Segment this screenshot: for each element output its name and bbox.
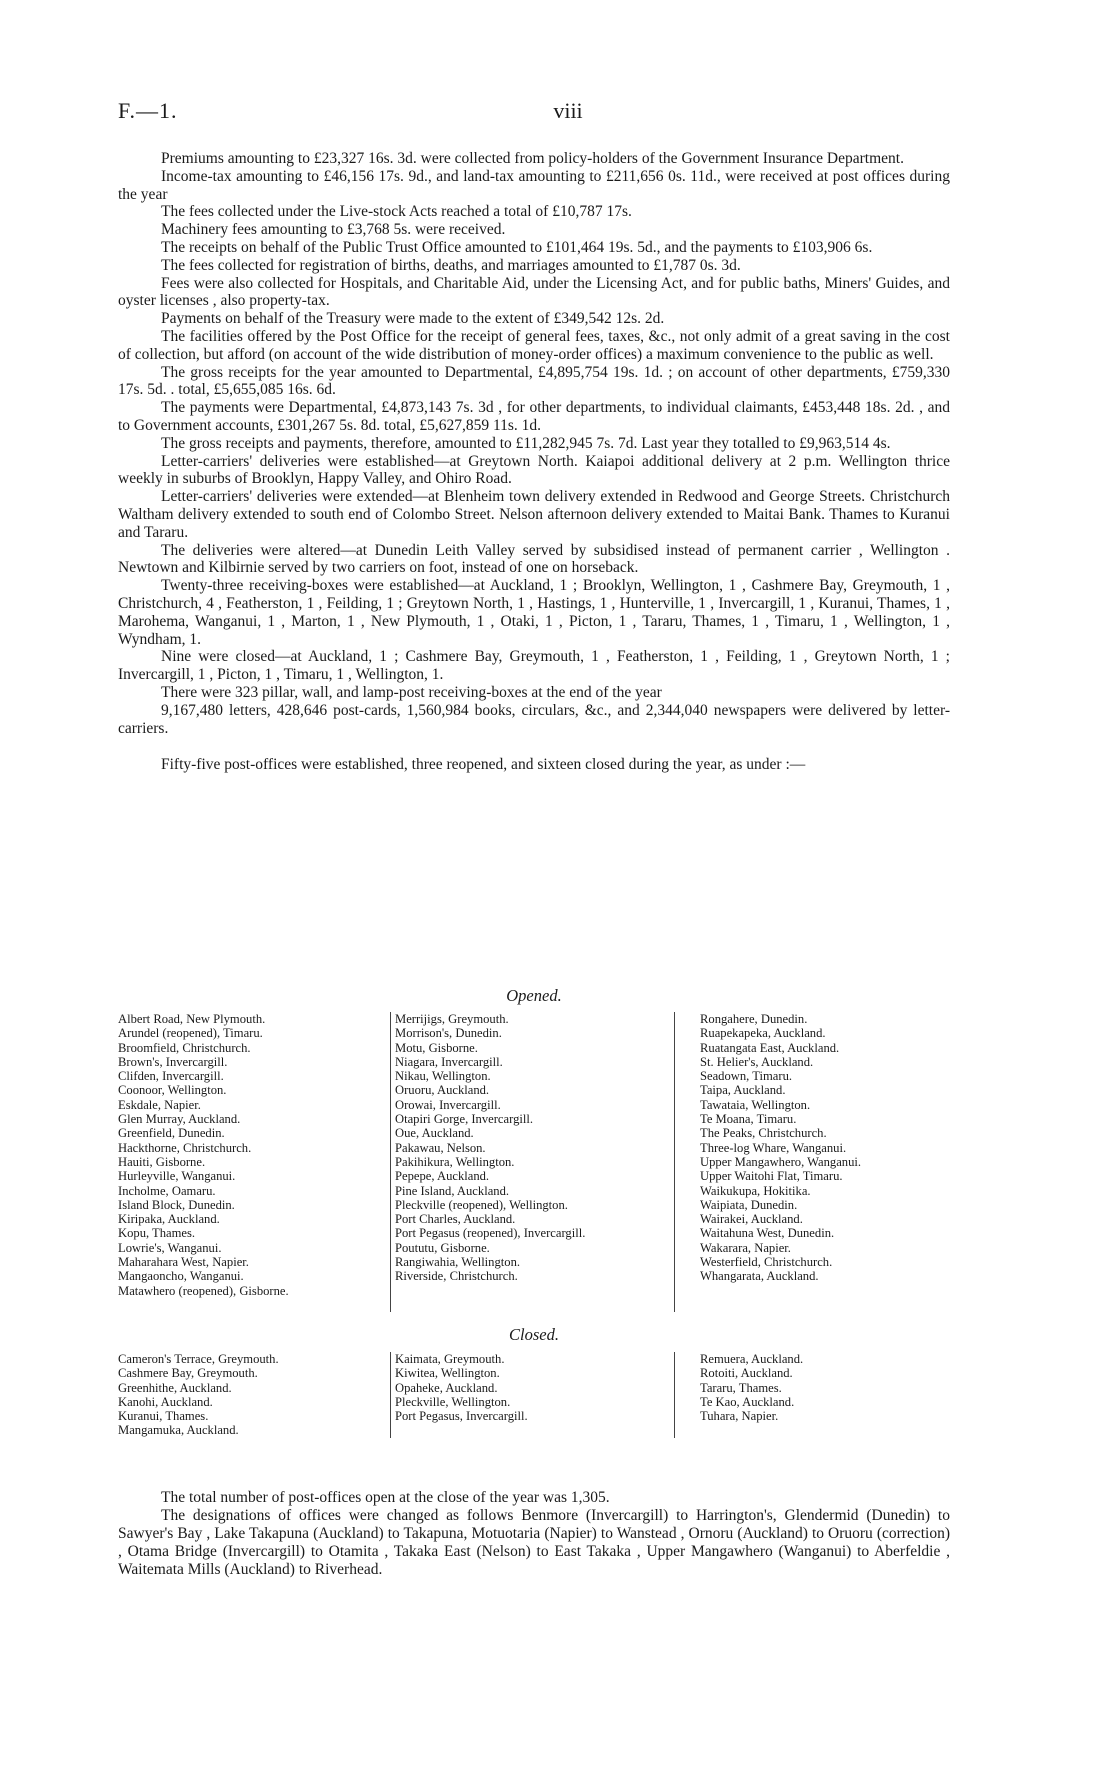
paragraph: 9,167,480 letters, 428,646 post-cards, 1,560,984 books, circulars, &c., and 2,344,040 newspapers were delivered by letter-carriers.: [118, 701, 950, 737]
post-office-entry: Matawhero (reopened), Gisborne.: [118, 1283, 289, 1298]
post-office-entry: Rongahere, Dunedin.: [700, 1012, 808, 1026]
post-office-entry: Te Kao, Auckland.: [700, 1394, 795, 1409]
opened-column-1: [118, 1012, 378, 1298]
post-office-entry: Greenhithe, Auckland.: [118, 1380, 232, 1395]
post-office-entry: Mangaoncho, Wanganui.: [118, 1269, 244, 1284]
post-office-entry: Niagara, Invercargill.: [395, 1054, 503, 1069]
post-office-entry: Oruoru, Auckland.: [395, 1083, 490, 1098]
column-divider: [390, 1352, 391, 1438]
paragraph: The fees collected for registration of births, deaths, and marriages amounted to £1,787 0s. 3d.: [161, 256, 741, 274]
column-divider: [674, 1012, 675, 1312]
post-office-entry: Waipiata, Dunedin.: [700, 1197, 798, 1212]
page-number: viii: [553, 98, 583, 123]
post-office-entry: Taipa, Auckland.: [700, 1083, 786, 1098]
post-office-entry: Wakarara, Napier.: [700, 1240, 791, 1255]
paragraph: The payments were Departmental, £4,873,143 7s. 3d , for other departments, to individual claimants, £453,448 18s. 2d. , and to Government accounts, £301,267 5s. 8d. total, £5,627,859 11s. 1d.: [118, 399, 950, 434]
post-office-entry: Hauiti, Gisborne.: [118, 1154, 206, 1169]
opened-offices-table: [118, 1012, 958, 1322]
column-divider: [674, 1352, 675, 1438]
closed-heading: Closed.: [509, 1325, 559, 1344]
post-office-entry: Westerfield, Christchurch.: [700, 1255, 833, 1270]
post-office-entry: Coonoor, Wellington.: [118, 1083, 227, 1098]
post-office-entry: Incholme, Oamaru.: [118, 1183, 216, 1198]
post-office-entry: Kanohi, Auckland.: [118, 1394, 213, 1409]
post-office-entry: Kopu, Thames.: [118, 1226, 196, 1241]
paragraph: Payments on behalf of the Treasury were made to the extent of £349,542 12s. 2d.: [161, 310, 665, 328]
post-office-entry: Otapiri Gorge, Invercargill.: [395, 1112, 534, 1127]
post-office-entry: Pakawau, Nelson.: [395, 1140, 486, 1155]
paragraph: Fifty-five post-offices were established, three reopened, and sixteen closed during the year, as under :—: [161, 756, 806, 774]
post-office-entry: Te Moana, Timaru.: [700, 1112, 797, 1127]
paragraph: Fees were also collected for Hospitals, and Charitable Aid, under the Licensing Act, and for public baths, Miners' Guides, and oyster licenses , also property-tax.: [118, 274, 950, 310]
post-office-entry: Poututu, Gisborne.: [395, 1240, 490, 1255]
post-office-entry: Opaheke, Auckland.: [395, 1380, 498, 1395]
post-office-entry: Upper Waitohi Flat, Timaru.: [700, 1169, 843, 1184]
paragraph: The deliveries were altered—at Dunedin Leith Valley served by subsidised instead of permanent carrier , Wellington . Newtown and Kilbirnie served by two carriers on foot, instead of one on horseback.: [118, 541, 950, 577]
post-office-entry: Kaimata, Greymouth.: [395, 1352, 505, 1366]
paragraph: The gross receipts for the year amounted to Departmental, £4,895,754 19s. 1d. ; on account of other departments, £759,330 17s. 5d. . total, £5,655,085 16s. 6d.: [118, 363, 950, 399]
post-office-entry: Wairakei, Auckland.: [700, 1212, 803, 1227]
closed-column-3: [700, 1352, 960, 1423]
post-office-entry: Merrijigs, Greymouth.: [395, 1012, 509, 1026]
post-office-entry: Tararu, Thames.: [700, 1380, 782, 1395]
post-office-entry: Hackthorne, Christchurch.: [118, 1140, 252, 1155]
post-office-entry: Port Pegasus (reopened), Invercargill.: [395, 1226, 586, 1241]
post-office-entry: Clifden, Invercargill.: [118, 1069, 224, 1084]
page-header: [118, 98, 978, 128]
paragraph: The total number of post-offices open at the close of the year was 1,305.: [161, 1489, 610, 1506]
post-office-entry: Port Pegasus, Invercargill.: [395, 1409, 528, 1424]
post-office-entry: Pleckville (reopened), Wellington.: [395, 1197, 568, 1212]
post-office-entry: Whangarata, Auckland.: [700, 1269, 819, 1284]
paragraph: Premiums amounting to £23,327 16s. 3d. were collected from policy-holders of the Government Insurance Department.: [161, 150, 904, 167]
post-office-entry: Riverside, Christchurch.: [395, 1269, 518, 1284]
post-office-entry: Ruapekapeka, Auckland.: [700, 1026, 826, 1041]
post-office-entry: Waitahuna West, Dunedin.: [700, 1226, 835, 1241]
post-office-entry: Seadown, Timaru.: [700, 1069, 793, 1084]
paragraph: The facilities offered by the Post Office for the receipt of general fees, taxes, &c., not only admit of a great saving in the cost of collection, but afford (on account of the wide distribution of money-order offices) a maximum convenience to the public as well.: [118, 327, 950, 363]
closed-offices-table: [118, 1352, 958, 1447]
post-office-entry: Kiripaka, Auckland.: [118, 1212, 220, 1227]
post-office-entry: Maharahara West, Napier.: [118, 1255, 249, 1270]
post-office-entry: Orowai, Invercargill.: [395, 1097, 501, 1112]
post-office-entry: Albert Road, New Plymouth.: [118, 1012, 266, 1026]
post-office-entry: Port Charles, Auckland.: [395, 1212, 516, 1227]
column-divider: [390, 1012, 391, 1312]
post-office-entry: The Peaks, Christchurch.: [700, 1126, 827, 1141]
post-office-entry: Mangamuka, Auckland.: [118, 1423, 239, 1438]
post-office-entry: St. Helier's, Auckland.: [700, 1054, 814, 1069]
post-office-entry: Three-log Whare, Wanganui.: [700, 1140, 847, 1155]
post-office-entry: Cashmere Bay, Greymouth.: [118, 1366, 258, 1381]
post-office-entry: Broomfield, Christchurch.: [118, 1040, 251, 1055]
paragraph: The fees collected under the Live-stock Acts reached a total of £10,787 17s.: [161, 203, 632, 221]
post-office-entry: Pleckville, Wellington.: [395, 1394, 511, 1409]
post-office-entry: Brown's, Invercargill.: [118, 1054, 228, 1069]
post-office-entry: Remuera, Auckland.: [700, 1352, 804, 1366]
post-office-entry: Tuhara, Napier.: [700, 1409, 779, 1424]
post-office-entry: Pepepe, Auckland.: [395, 1169, 490, 1184]
post-office-entry: Nikau, Wellington.: [395, 1069, 491, 1084]
body-text: [118, 150, 950, 774]
paragraph: The receipts on behalf of the Public Trust Office amounted to £101,464 19s. 5d., and the payments to £103,906 6s.: [161, 238, 873, 256]
paragraph: Income-tax amounting to £46,156 17s. 9d., and land-tax amounting to £211,656 0s. 11d., were received at post offices during the year: [118, 167, 950, 203]
post-office-entry: Cameron's Terrace, Greymouth.: [118, 1352, 279, 1366]
paragraph: Machinery fees amounting to £3,768 5s. were received.: [161, 221, 506, 239]
post-office-entry: Tawataia, Wellington.: [700, 1097, 811, 1112]
post-office-entry: Motu, Gisborne.: [395, 1040, 478, 1055]
post-office-entry: Eskdale, Napier.: [118, 1097, 201, 1112]
post-office-entry: Pine Island, Auckland.: [395, 1183, 510, 1198]
document-reference: F.—1.: [118, 98, 178, 123]
post-office-entry: Kuranui, Thames.: [118, 1409, 209, 1424]
post-office-entry: Morrison's, Dunedin.: [395, 1026, 502, 1041]
opened-heading: Opened.: [506, 986, 562, 1005]
post-office-entry: Hurleyville, Wanganui.: [118, 1169, 236, 1184]
post-office-entry: Upper Mangawhero, Wanganui.: [700, 1154, 862, 1169]
post-office-entry: Kiwitea, Wellington.: [395, 1366, 500, 1381]
opened-column-3: [700, 1012, 960, 1284]
post-office-entry: Glen Murray, Auckland.: [118, 1112, 241, 1127]
closing-text: [118, 1489, 950, 1579]
closed-column-2: [395, 1352, 663, 1423]
closed-column-1: [118, 1352, 378, 1438]
paragraph: Letter-carriers' deliveries were established—at Greytown North. Kaiapoi additional delivery at 2 p.m. Wellington thrice weekly in suburbs of Brooklyn, Happy Valley, and Ohiro Road.: [118, 452, 950, 488]
paragraph: Twenty-three receiving-boxes were established—at Auckland, 1 ; Brooklyn, Wellington, 1 , Cashmere Bay, Greymouth, 1 , Christchurch, 4 , Featherston, 1 , Feilding, 1 ; Greytown North, 1 , Hastings, 1 , Hunterville, 1 , Invercargill, 1 , Kuranui, Thames, 1 , Marohema, Wanganui, 1 , Marton, 1 , New Plymouth, 1 , Otaki, 1 , Picton, 1 , Tararu, Thames, 1 , Timaru, 1 , Wellington, 1 , Wyndham, 1.: [118, 577, 950, 648]
paragraph: Letter-carriers' deliveries were extended—at Blenheim town delivery extended in Redwood and George Streets. Christchurch Waltham delivery extended to south end of Colombo Street. Nelson afternoon delivery extended to Maitai Bank. Thames to Kuranui and Tararu.: [118, 488, 950, 541]
post-office-entry: Arundel (reopened), Timaru.: [118, 1026, 263, 1041]
post-office-entry: Waikukupa, Hokitika.: [700, 1183, 811, 1198]
paragraph: The gross receipts and payments, therefore, amounted to £11,282,945 7s. 7d. Last year they totalled to £9,963,514 4s.: [161, 434, 891, 452]
post-office-entry: Greenfield, Dunedin.: [118, 1126, 225, 1141]
post-office-entry: Rangiwahia, Wellington.: [395, 1255, 521, 1270]
post-office-entry: Rotoiti, Auckland.: [700, 1366, 793, 1381]
post-office-entry: Lowrie's, Wanganui.: [118, 1240, 222, 1255]
opened-column-2: [395, 1012, 663, 1284]
paragraph: There were 323 pillar, wall, and lamp-post receiving-boxes at the end of the year: [161, 683, 662, 701]
post-office-entry: Oue, Auckland.: [395, 1126, 474, 1141]
post-office-entry: Pakihikura, Wellington.: [395, 1154, 515, 1169]
paragraph: The designations of offices were changed as follows Benmore (Invercargill) to Harrington's, Glendermid (Dunedin) to Sawyer's Bay , Lake Takapuna (Auckland) to Takapuna, Motuotaria (Napier) to Wanstead , Ornoru (Auckland) to Oruoru (correction) , Otama Bridge (Invercargill) to Otamita , Takaka East (Nelson) to East Takaka , Upper Mangawhero (Wanganui) to Aberfeldie , Waitemata Mills (Auckland) to Riverhead.: [118, 1507, 950, 1578]
paragraph: Nine were closed—at Auckland, 1 ; Cashmere Bay, Greymouth, 1 , Featherston, 1 , Feilding, 1 , Greytown North, 1 ; Invercargill, 1 , Picton, 1 , Timaru, 1 , Wellington, 1.: [118, 648, 950, 684]
post-office-entry: Island Block, Dunedin.: [118, 1197, 235, 1212]
post-office-entry: Ruatangata East, Auckland.: [700, 1040, 840, 1055]
